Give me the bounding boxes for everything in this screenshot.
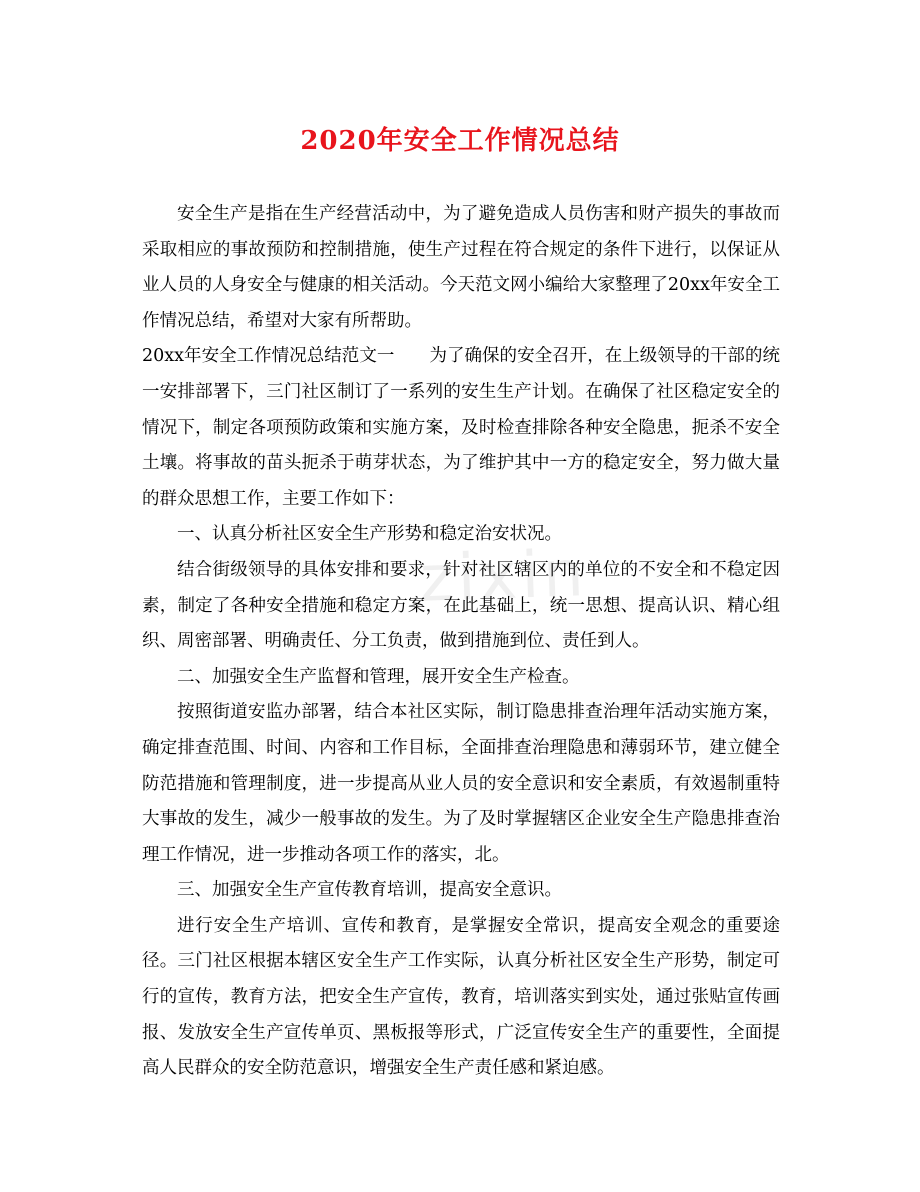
paragraph-two: 按照街道安监办部署，结合本社区实际，制订隐患排查治理年活动实施方案，确定排查范围、时间、内容和工作目标，全面排查治理隐患和薄弱环节，建立健全防范措施和管理制度，进一步提高从业人员的安全意识和安全素质，有效遏制重特大事故的发生，减少一般事故的发生。为了及时掌握辖区企业安全生产隐患排查治理工作情况，进一步推动各项工作的落实，北。: [142, 702, 780, 865]
paragraph-three: 进行安全生产培训、宣传和教育，是掌握安全常识，提高安全观念的重要途径。三门社区根据本辖区安全生产工作实际，认真分析社区安全生产形势，制定可行的宣传，教育方法，把安全生产宣传，教育，培训落实到实处，通过张贴宣传画报、发放安全生产宣传单页、黑板报等形式，广泛宣传安全生产的重要性，全面提高人民群众的安全防范意识，增强安全生产责任感和紧迫感。: [142, 915, 780, 1079]
document-title: 2020年安全工作情况总结: [300, 126, 620, 156]
heading-three: 三、加强安全生产宣传教育培训，提高安全意识。: [177, 880, 562, 901]
document-body: [142, 197, 780, 1087]
paragraph-one: 结合街级领导的具体安排和要求，针对社区辖区内的单位的不安全和不稳定因素，制定了各种安全措施和稳定方案，在此基础上，统一思想、提高认识、精心组织、周密部署、明确责任、分工负责，做到措施到位、责任到人。: [142, 559, 780, 652]
heading-two: 二、加强安全生产监督和管理，展开安全生产检查。: [177, 666, 580, 687]
section-intro-paragraph: 20xx年安全工作情况总结范文一 为了确保的安全召开，在上级领导的干部的统一安排部署下，三门社区制订了一系列的安生生产计划。在确保了社区稳定安全的情况下，制定各项预防政策和实施方案，及时检查排除各种安全隐患，扼杀不安全土壤。将事故的苗头扼杀于萌芽状态，为了维护其中一方的稳定安全，努力做大量的群众思想工作，主要工作如下：: [142, 346, 780, 509]
heading-one: 一、认真分析社区安全生产形势和稳定治安状况。: [177, 524, 562, 545]
watermark: zixin: [418, 537, 589, 617]
intro-paragraph: 安全生产是指在生产经营活动中，为了避免造成人员伤害和财产损失的事故而采取相应的事故预防和控制措施，使生产过程在符合规定的条件下进行，以保证从业人员的人身安全与健康的相关活动。今天范文网小编给大家整理了20xx年安全工作情况总结，希望对大家有所帮助。: [142, 204, 780, 331]
